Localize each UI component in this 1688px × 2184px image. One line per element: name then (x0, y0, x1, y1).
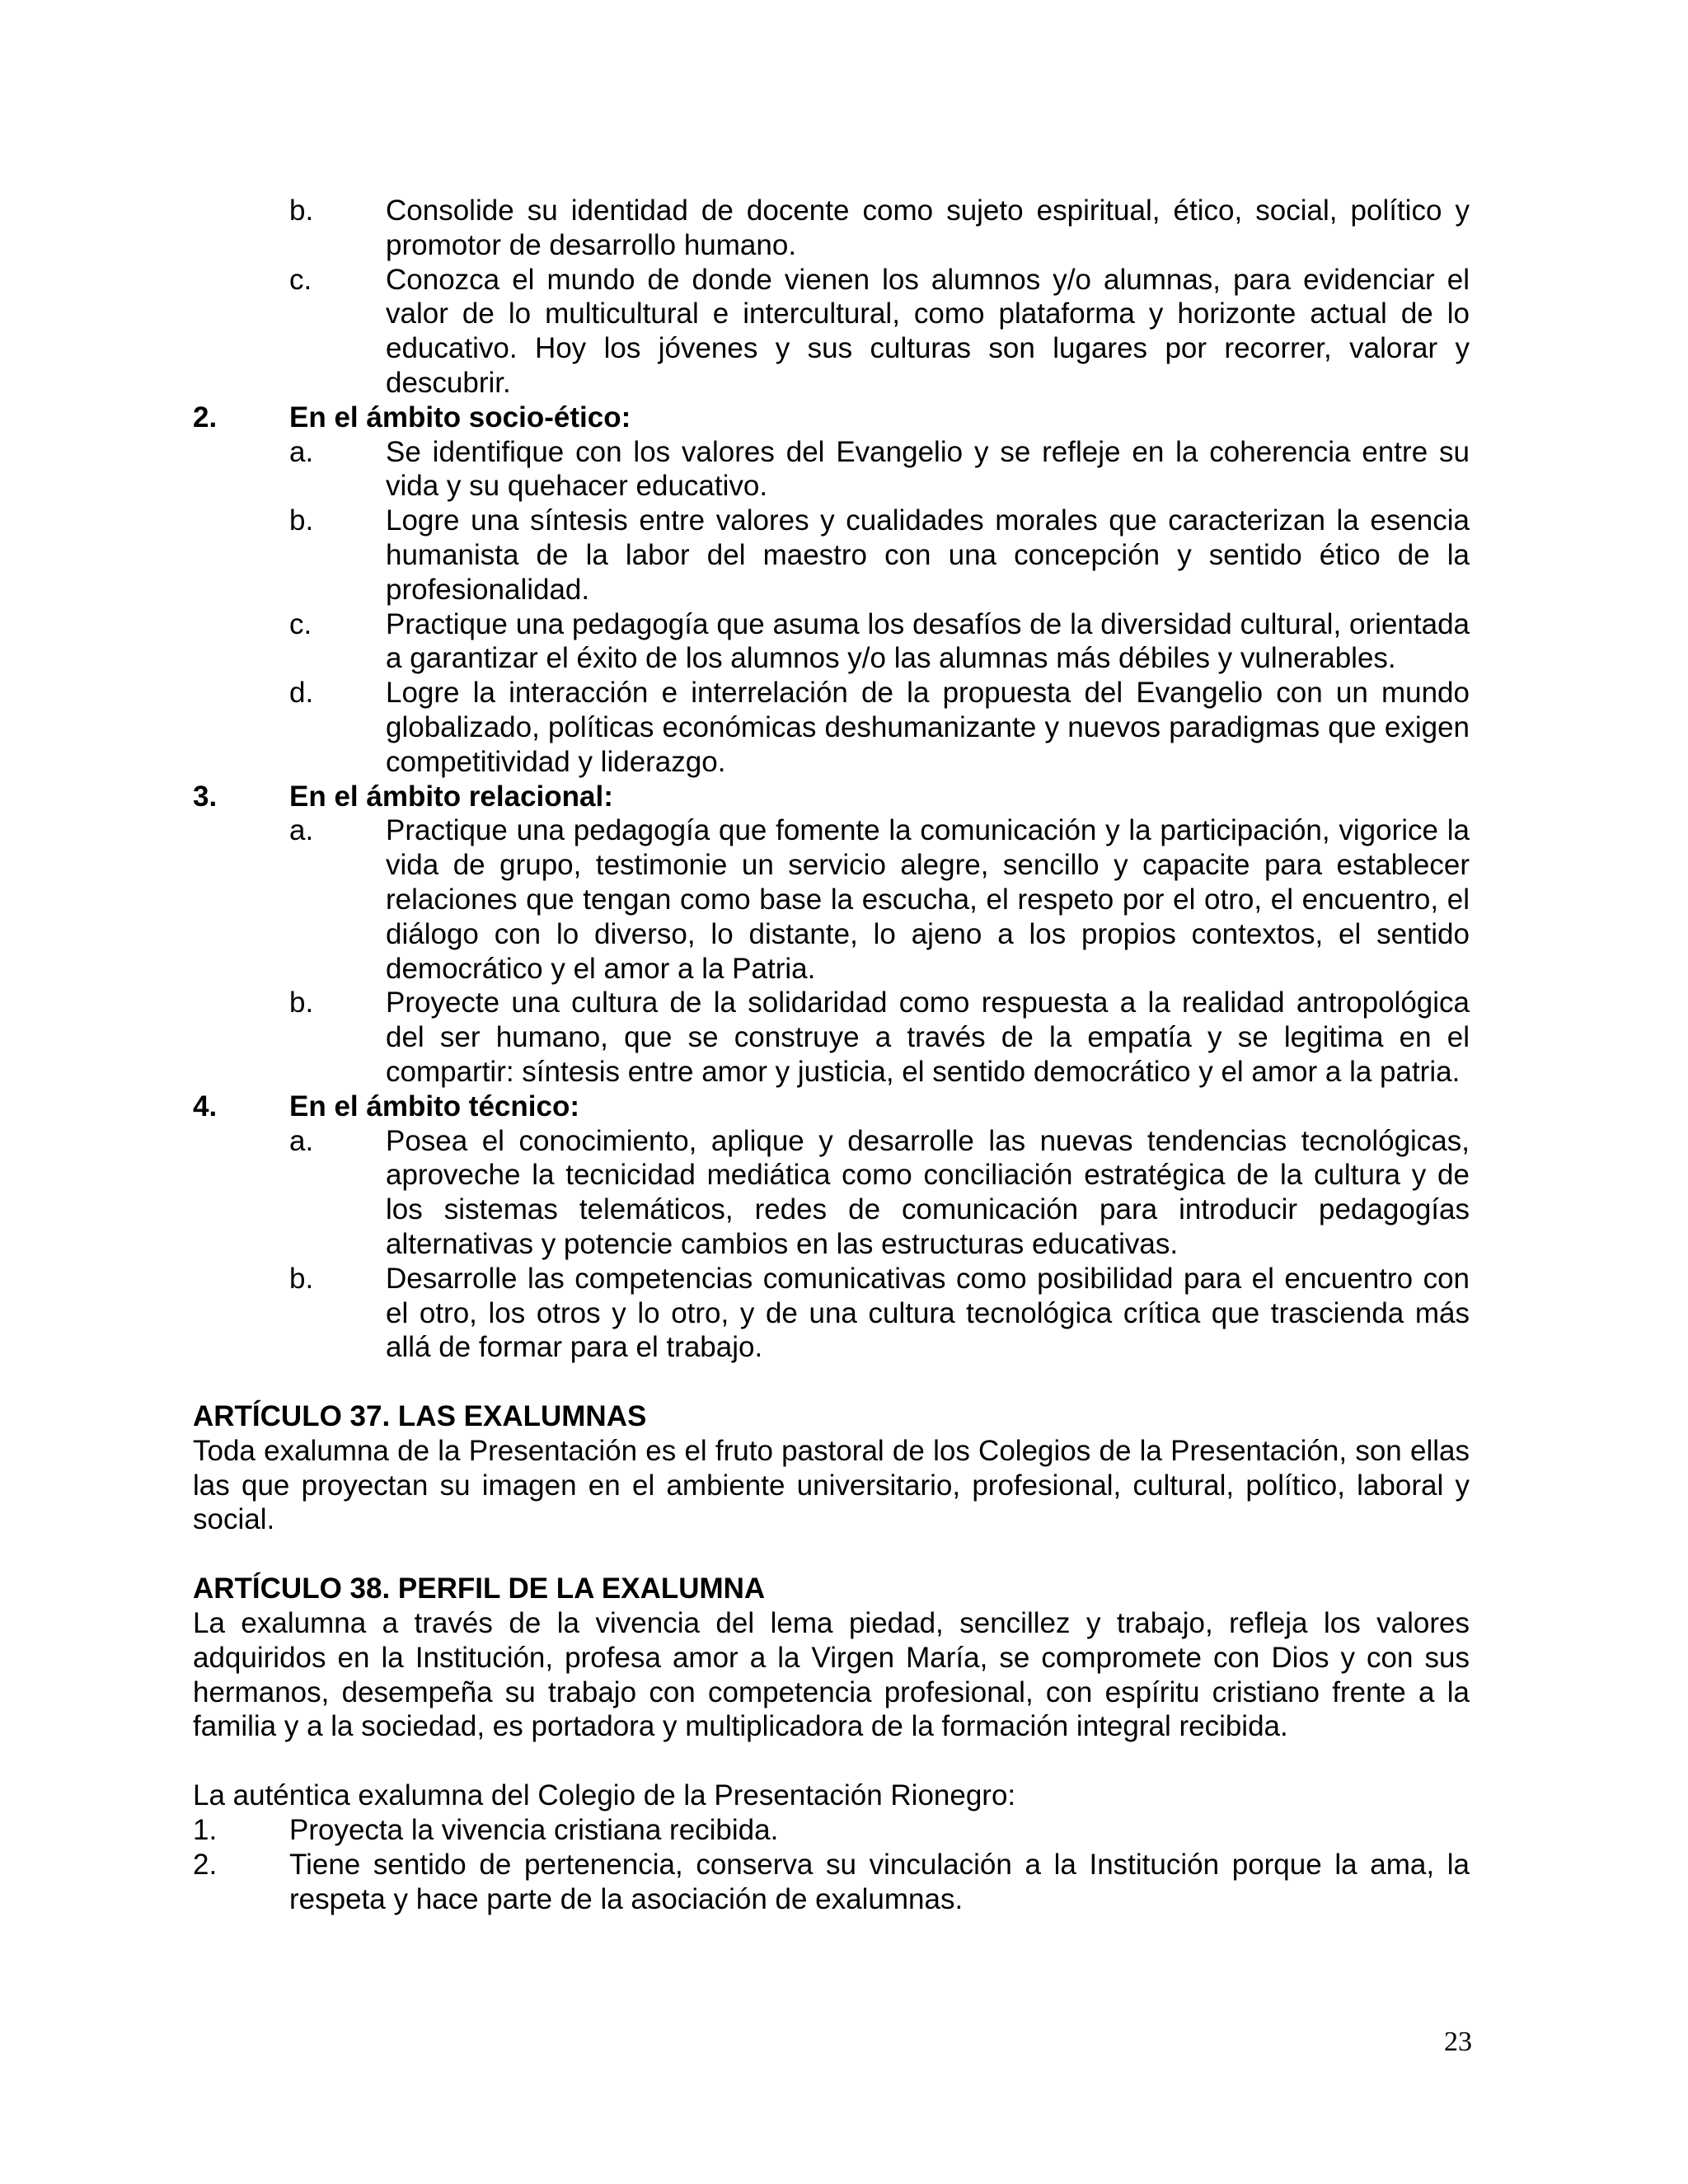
section-title: En el ámbito técnico: (289, 1090, 579, 1122)
list-item (193, 676, 1470, 779)
list-item (193, 1848, 1470, 1917)
list-item (193, 194, 1470, 263)
list-item-letter: a. (289, 1124, 314, 1157)
list-item-letter: b. (289, 504, 314, 537)
list-item-letter: b. (289, 987, 314, 1019)
list-item-text: Consolide su identidad de docente como sujeto espiritual, ético, social, político y promotor de desarrollo humano. (386, 194, 1470, 261)
section-number: 3. (193, 780, 218, 813)
list-item-text: Posea el conocimiento, aplique y desarrolle las nuevas tendencias tecnológicas, aproveche la tecnicidad mediática como conciliación estratégica de la cultura y de los sistemas telemáticos, redes de comunicación para introducir pedagogías alternativas y potencie cambios en las estructuras educativas. (386, 1124, 1470, 1260)
list-item-text: Proyecte una cultura de la solidaridad como respuesta a la realidad antropológica del ser humano, que se construye a través de la empatía y se legitima en el compartir: síntesis entre amor y justicia, el sentido democrático y el amor a la patria. (386, 987, 1470, 1088)
list-item-letter: c. (289, 607, 312, 640)
list-item-letter: d. (289, 677, 314, 710)
list-item (193, 813, 1470, 986)
section-heading (193, 1090, 1470, 1124)
list-item (193, 986, 1470, 1089)
list-item-text: Practique una pedagogía que fomente la comunicación y la participación, vigorice la vida de grupo, testimonie un servicio alegre, sencillo y capacite para establecer relaciones que tengan como base la escucha, el respeto por el otro, el encuentro, el diálogo con lo diverso, lo distante, lo ajeno a los propios contextos, el sentido democrático y el amor a la Patria. (386, 814, 1470, 985)
section-title: En el ámbito relacional: (289, 780, 613, 813)
list-item (193, 1124, 1470, 1262)
list-item-text: Conozca el mundo de donde vienen los alumnos y/o alumnas, para evidenciar el valor de lo multicultural e intercultural, como plataforma y horizonte actual de lo educativo. Hoy los jóvenes y sus culturas son lugares por recorrer, valorar y descubrir. (386, 263, 1470, 399)
list-item-text: Tiene sentido de pertenencia, conserva su vinculación a la Institución porque la ama, la respeta y hace parte de la asociación de exalumnas. (289, 1848, 1470, 1915)
list-item-text: Practique una pedagogía que asuma los desafíos de la diversidad cultural, orientada a garantizar el éxito de los alumnos y/o las alumnas más débiles y vulnerables. (386, 607, 1470, 675)
article-37-text: Toda exalumna de la Presentación es el fruto pastoral de los Colegios de la Presentación, son ellas las que proyectan su imagen en el ambiente universitario, profesional, cultural, político, laboral y social. (193, 1434, 1470, 1536)
section-number: 4. (193, 1090, 218, 1122)
list-item (193, 607, 1470, 677)
list-item (193, 435, 1470, 504)
list-item (193, 1262, 1470, 1365)
list-item-text: Logre la interacción e interrelación de la propuesta del Evangelio con un mundo globalizado, políticas económicas deshumanizante y nuevos paradigmas que exigen competitividad y liderazgo. (386, 677, 1470, 778)
list-item-text: Logre una síntesis entre valores y cualidades morales que caracterizan la esencia humanista de la labor del maestro con una concepción y sentido ético de la profesionalidad. (386, 504, 1470, 606)
page-number: 23 (1444, 2027, 1472, 2057)
article-37-title: ARTÍCULO 37. LAS EXALUMNAS (193, 1400, 647, 1433)
section-heading (193, 401, 1470, 435)
list-item (193, 263, 1470, 401)
list-item (193, 504, 1470, 607)
article-38-intro: La auténtica exalumna del Colegio de la Presentación Rionegro: (193, 1779, 1016, 1812)
list-item-number: 1. (193, 1814, 218, 1847)
list-item-letter: b. (289, 1262, 314, 1295)
list-item-text: Desarrolle las competencias comunicativas como posibilidad para el encuentro con el otro, los otros y lo otro, y de una cultura tecnológica crítica que trascienda más allá de formar para el trabajo. (386, 1262, 1470, 1364)
list-item-text: Se identifique con los valores del Evangelio y se refleje en la coherencia entre su vida y su quehacer educativo. (386, 435, 1470, 503)
section-number: 2. (193, 401, 218, 434)
list-item-letter: c. (289, 263, 312, 296)
list-item-letter: a. (289, 435, 314, 468)
article-38-title: ARTÍCULO 38. PERFIL DE LA EXALUMNA (193, 1572, 766, 1605)
page-content (193, 194, 1470, 1916)
section-heading (193, 780, 1470, 814)
list-item-letter: a. (289, 814, 314, 847)
list-item-letter: b. (289, 194, 314, 227)
list-item-number: 2. (193, 1848, 218, 1881)
article-38-text: La exalumna a través de la vivencia del lema piedad, sencillez y trabajo, refleja los valores adquiridos en la Institución, profesa amor a la Virgen María, se compromete con Dios y con sus hermanos, desempeña su trabajo con competencia profesional, con espíritu cristiano frente a la familia y a la sociedad, es portadora y multiplicadora de la formación integral recibida. (193, 1607, 1470, 1743)
list-item-text: Proyecta la vivencia cristiana recibida. (289, 1814, 779, 1847)
list-item (193, 1813, 1470, 1848)
section-title: En el ámbito socio-ético: (289, 401, 631, 434)
